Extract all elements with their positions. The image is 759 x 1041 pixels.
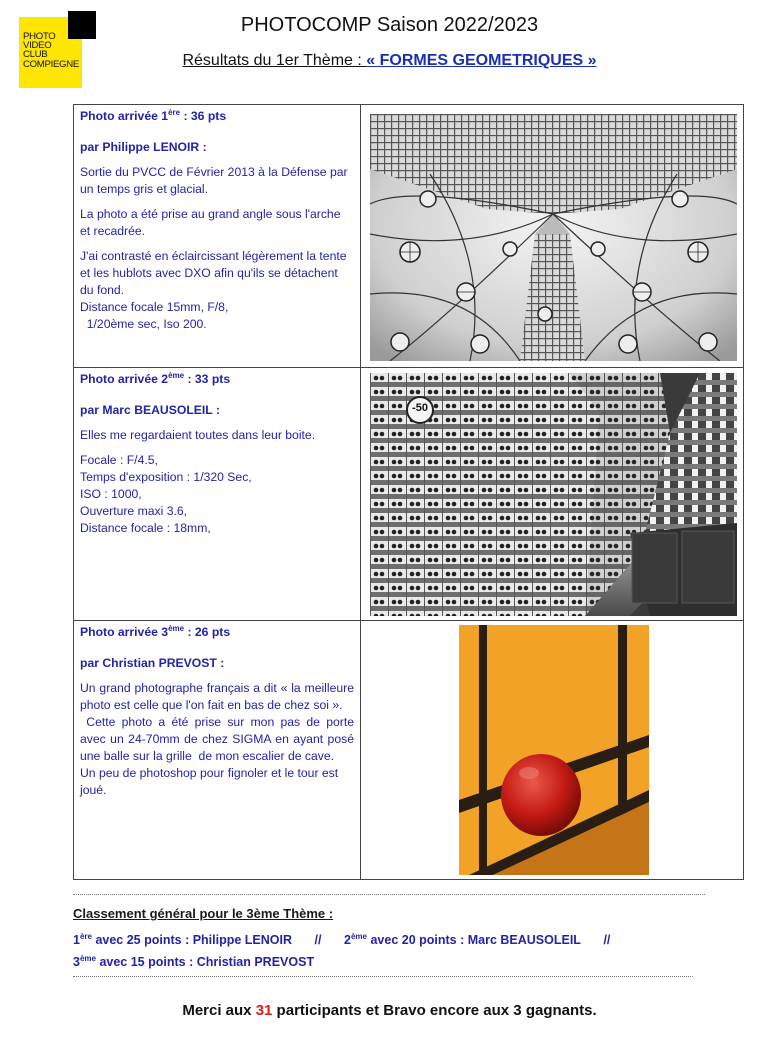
entry-author: par Marc BEAUSOLEIL : [80, 403, 220, 417]
logo-line-2: VIDEO [23, 40, 52, 52]
logo-line-3: CLUB [23, 49, 48, 61]
entry-line: Un peu de photoshop pour fignoler et le tour est joué. [80, 766, 339, 797]
entry-paragraph: Sortie du PVCC de Février 2013 à la Défense par un temps gris et glacial. [80, 165, 348, 196]
dotted-divider-bottom [73, 976, 693, 977]
table-row [74, 621, 744, 880]
closing-thanks: Merci aux 31 participants et Bravo encore aux 3 gagnants. [182, 1002, 597, 1019]
summary-ranking-line-2: 3ème avec 15 points : Christian PREVOST [73, 953, 315, 969]
logo-line-4: COMPIEGNE [23, 58, 79, 70]
table-row [74, 368, 744, 621]
photo-arche-defense [370, 114, 737, 361]
entry-author: par Christian PREVOST : [80, 656, 225, 670]
photo-red-ball [459, 625, 649, 875]
entry-text-cell [74, 368, 361, 621]
entry-line: Distance focale : 18mm, [80, 521, 211, 535]
photo-red-ball-image [459, 625, 649, 875]
participants-count: 31 [255, 1002, 273, 1019]
subtitle-theme: « FORMES GEOMETRIQUES » [366, 52, 597, 69]
entry-paragraph: Cette photo a été prise sur mon pas de porte avec un 24-70mm de chez SIGMA en ayant posé une balle sur la grille de mon escalier de cave. [80, 715, 358, 763]
entry-line: Ouverture maxi 3.6, [80, 504, 188, 518]
entry-paragraph: J'ai contrasté en éclaircissant légèrement la tente et les hublots avec DXO afin qu'ils se détachent du fond. [80, 249, 347, 297]
entry-text-cell [74, 105, 361, 368]
logo-line-1: PHOTO [23, 31, 56, 42]
subtitle-lead: Résultats du 1er Thème : [182, 52, 367, 69]
dotted-divider-top [73, 894, 705, 895]
entry-photo-cell [361, 368, 744, 621]
summary-ranking-line-1: 1ère avec 25 points : Philippe LENOIR // 2ème avec 20 points : Marc BEAUSOLEIL // [73, 931, 611, 947]
entry-paragraph: Elles me regardaient toutes dans leur boite. [80, 428, 316, 442]
entry-line: Focale : F/4.5, [80, 453, 158, 467]
entry-photo-cell [361, 621, 744, 880]
entry-line: Temps d'exposition : 1/320 Sec, [80, 470, 252, 484]
photo-arche-image [370, 114, 737, 361]
entry-photo-cell [361, 105, 744, 368]
entry-paragraph: La photo a été prise au grand angle sous l'arche et recadrée. [80, 207, 341, 238]
table-row [74, 105, 744, 368]
entry-line: 1/20ème sec, Iso 200. [80, 317, 207, 331]
summary-title: Classement général pour le 3ème Thème : [73, 906, 334, 921]
photo-glasses-shop [370, 373, 737, 616]
entry-paragraph: Un grand photographe français a dit « la meilleure photo est celle que l'on fait en bas de chez soi ». [80, 681, 354, 712]
page-title: PHOTOCOMP Saison 2022/2023 [240, 14, 539, 36]
page-subtitle [0, 49, 759, 70]
entry-place: Photo arrivée 3ème : 26 pts [80, 623, 231, 639]
entry-place: Photo arrivée 2ème : 33 pts [80, 370, 231, 386]
entry-text-cell [74, 621, 361, 880]
results-table [73, 104, 744, 880]
entry-place: Photo arrivée 1ère : 36 pts [80, 107, 227, 123]
entry-line: Distance focale 15mm, F/8, [80, 300, 229, 314]
discount-sign: -50 [412, 402, 428, 414]
entry-line: ISO : 1000, [80, 487, 142, 501]
entry-author: par Philippe LENOIR : [80, 140, 207, 154]
